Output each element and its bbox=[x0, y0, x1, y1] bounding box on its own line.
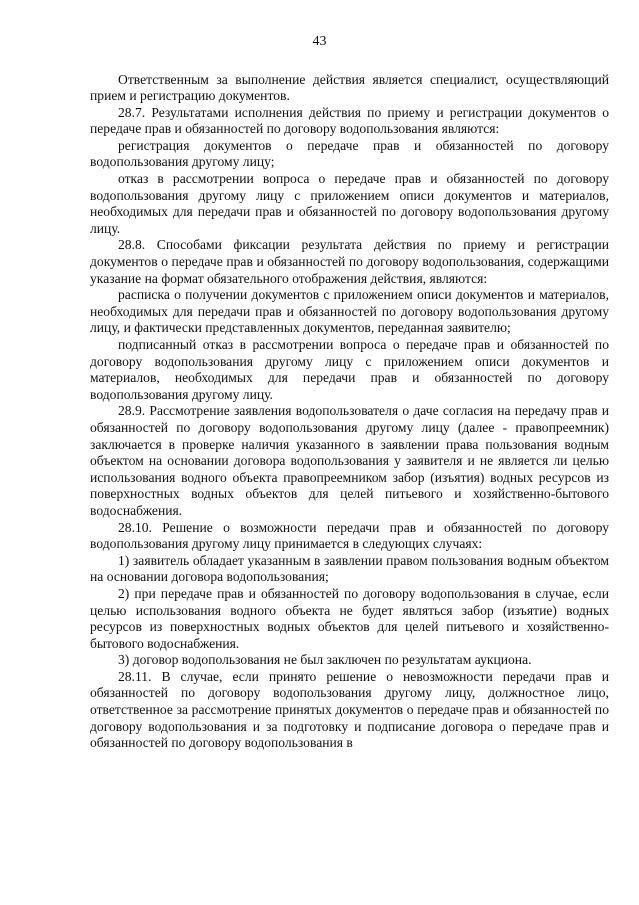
paragraph-5: 28.8. Способами фиксации результата действия по приему и регистрации документов о передаче прав и обязанностей по договору водопользования, содержащими указание на формат обязательного отображения действия, являются: bbox=[90, 237, 609, 286]
paragraph-8: 28.9. Рассмотрение заявления водопользователя о даче согласия на передачу прав и обязанностей по договору водопользования другому лицу (далее - правопреемник) заключается в проверке наличия указанного в заявлении права пользования водным объектом на основании договора водопользования у заявителя и не является ли целью использования водного объекта правопреемником забор (изъятия) водных ресурсов из поверхностных водных объектов для целей питьевого и хозяйственно-бытового водоснабжения. bbox=[90, 403, 609, 518]
paragraph-2: 28.7. Результатами исполнения действия по приему и регистрации документов о передаче прав и обязанностей по договору водопользования являются: bbox=[90, 104, 609, 137]
paragraph-10: 1) заявитель обладает указанным в заявлении правом пользования водным объектом на основании договора водопользования; bbox=[90, 552, 609, 585]
paragraph-1: Ответственным за выполнение действия является специалист, осуществляющий прием и регистрацию документов. bbox=[90, 71, 609, 104]
paragraph-3: регистрация документов о передаче прав и обязанностей по договору водопользования другому лицу; bbox=[90, 137, 609, 170]
paragraph-11: 2) при передаче прав и обязанностей по договору водопользования в случае, если целью использования водного объекта не будет являться забор (изъятие) водных ресурсов из поверхностных водных объектов для целей питьевого и хозяйственно-бытового водоснабжения. bbox=[90, 585, 609, 651]
document-body bbox=[90, 72, 609, 752]
page-number: 43 bbox=[312, 34, 327, 49]
paragraph-9: 28.10. Решение о возможности передачи прав и обязанностей по договору водопользования другому лицу принимается в следующих случаях: bbox=[90, 519, 609, 552]
paragraph-12: 3) договор водопользования не был заключен по результатам аукциона. bbox=[118, 652, 532, 668]
paragraph-13: 28.11. В случае, если принято решение о невозможности передачи прав и обязанностей по договору водопользования другому лицу, должностное лицо, ответственное за рассмотрение принятых документов о передаче прав и обязанностей по договору водопользования и за подготовку и подписание договора о передаче прав и обязанностей по договору водопользования в bbox=[90, 668, 609, 751]
paragraph-4: отказ в рассмотрении вопроса о передаче прав и обязанностей по договору водопользования другому лицу с приложением описи документов и материалов, необходимых для передачи прав и обязанностей по договору водопользования другому лицу. bbox=[90, 171, 609, 236]
paragraph-6: расписка о получении документов с приложением описи документов и материалов, необходимых для передачи прав и обязанностей по договору водопользования другому лицу, и фактически представленных документов, переданная заявителю; bbox=[90, 287, 609, 336]
paragraph-7: подписанный отказ в рассмотрении вопроса о передаче прав и обязанностей по договору водопользования другому лицу с приложением описи документов и материалов, необходимых для передачи прав и обязанностей по договору водопользования другому лицу. bbox=[90, 337, 609, 402]
